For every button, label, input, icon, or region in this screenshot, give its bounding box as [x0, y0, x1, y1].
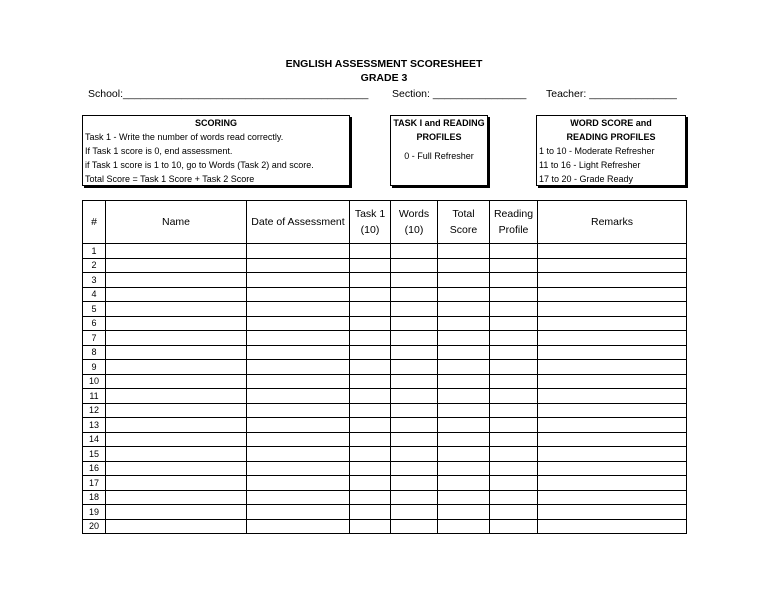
- grade-label: GRADE 3: [360, 72, 408, 84]
- column-header-remarks: Remarks: [538, 201, 687, 244]
- task1-cell[interactable]: [350, 461, 391, 476]
- task1-cell[interactable]: [350, 331, 391, 346]
- school-field: School:__________________________________________: [88, 88, 369, 100]
- row-number: 15: [83, 447, 106, 462]
- words-cell[interactable]: [391, 302, 438, 317]
- word-profiles-box: [536, 115, 686, 186]
- remarks-cell[interactable]: [538, 476, 687, 491]
- reading-profile-cell[interactable]: [490, 389, 538, 404]
- reading-profile-cell[interactable]: [490, 360, 538, 375]
- name-cell[interactable]: [106, 374, 247, 389]
- name-cell[interactable]: [106, 432, 247, 447]
- column-header-date: Date of Assessment: [247, 201, 350, 244]
- remarks-cell[interactable]: [538, 505, 687, 520]
- task1-cell[interactable]: [350, 258, 391, 273]
- reading-profile-cell[interactable]: [490, 258, 538, 273]
- row-number: 9: [83, 360, 106, 375]
- table-row: [83, 258, 687, 273]
- date-cell[interactable]: [247, 389, 350, 404]
- words-cell[interactable]: [391, 287, 438, 302]
- name-cell[interactable]: [106, 360, 247, 375]
- name-cell[interactable]: [106, 316, 247, 331]
- remarks-cell[interactable]: [538, 302, 687, 317]
- total-score-cell[interactable]: [438, 316, 490, 331]
- row-number: 2: [83, 258, 106, 273]
- reading-profile-cell[interactable]: [490, 432, 538, 447]
- words-cell[interactable]: [391, 519, 438, 534]
- words-cell[interactable]: [391, 331, 438, 346]
- date-cell[interactable]: [247, 461, 350, 476]
- total-score-cell[interactable]: [438, 244, 490, 259]
- date-cell[interactable]: [247, 519, 350, 534]
- task1-cell[interactable]: [350, 287, 391, 302]
- row-number: 20: [83, 519, 106, 534]
- total-score-cell[interactable]: [438, 476, 490, 491]
- table-row: [83, 273, 687, 288]
- task-profiles-heading: PROFILES: [416, 132, 462, 142]
- remarks-cell[interactable]: [538, 461, 687, 476]
- column-header-task1: Task 1 (10): [350, 201, 391, 244]
- name-cell[interactable]: [106, 519, 247, 534]
- task1-cell[interactable]: [350, 505, 391, 520]
- table-row: [83, 519, 687, 534]
- name-cell[interactable]: [106, 461, 247, 476]
- date-cell[interactable]: [247, 476, 350, 491]
- table-row: [83, 302, 687, 317]
- word-profile-line: 1 to 10 - Moderate Refresher: [539, 146, 655, 156]
- remarks-cell[interactable]: [538, 447, 687, 462]
- table-row: [83, 403, 687, 418]
- remarks-cell[interactable]: [538, 389, 687, 404]
- date-cell[interactable]: [247, 244, 350, 259]
- words-cell[interactable]: [391, 432, 438, 447]
- name-cell[interactable]: [106, 273, 247, 288]
- task1-cell[interactable]: [350, 447, 391, 462]
- row-number: 5: [83, 302, 106, 317]
- row-number: 4: [83, 287, 106, 302]
- score-table: [82, 200, 687, 534]
- words-cell[interactable]: [391, 345, 438, 360]
- column-header-total-score: Total Score: [438, 201, 490, 244]
- name-cell[interactable]: [106, 418, 247, 433]
- task-profile-line: 0 - Full Refresher: [404, 151, 474, 161]
- name-cell[interactable]: [106, 476, 247, 491]
- date-cell[interactable]: [247, 302, 350, 317]
- total-score-cell[interactable]: [438, 461, 490, 476]
- table-row: [83, 389, 687, 404]
- task1-cell[interactable]: [350, 389, 391, 404]
- row-number: 13: [83, 418, 106, 433]
- task1-cell[interactable]: [350, 360, 391, 375]
- word-profile-line: 17 to 20 - Grade Ready: [539, 174, 634, 184]
- total-score-cell[interactable]: [438, 360, 490, 375]
- table-row: [83, 244, 687, 259]
- task1-cell[interactable]: [350, 345, 391, 360]
- total-score-cell[interactable]: [438, 389, 490, 404]
- reading-profile-cell[interactable]: [490, 287, 538, 302]
- task1-cell[interactable]: [350, 519, 391, 534]
- name-cell[interactable]: [106, 331, 247, 346]
- row-number: 10: [83, 374, 106, 389]
- date-cell[interactable]: [247, 418, 350, 433]
- reading-profile-cell[interactable]: [490, 374, 538, 389]
- date-cell[interactable]: [247, 490, 350, 505]
- row-number: 8: [83, 345, 106, 360]
- reading-profile-cell[interactable]: [490, 418, 538, 433]
- remarks-cell[interactable]: [538, 345, 687, 360]
- reading-profile-cell[interactable]: [490, 505, 538, 520]
- name-cell[interactable]: [106, 389, 247, 404]
- remarks-cell[interactable]: [538, 432, 687, 447]
- table-row: [83, 345, 687, 360]
- table-row: [83, 374, 687, 389]
- reading-profile-cell[interactable]: [490, 302, 538, 317]
- table-row: [83, 461, 687, 476]
- date-cell[interactable]: [247, 273, 350, 288]
- task1-cell[interactable]: [350, 418, 391, 433]
- date-cell[interactable]: [247, 360, 350, 375]
- row-number: 3: [83, 273, 106, 288]
- row-number: 17: [83, 476, 106, 491]
- reading-profile-cell[interactable]: [490, 345, 538, 360]
- column-header-name: Name: [106, 201, 247, 244]
- task1-cell[interactable]: [350, 316, 391, 331]
- date-cell[interactable]: [247, 374, 350, 389]
- task1-cell[interactable]: [350, 302, 391, 317]
- row-number: 12: [83, 403, 106, 418]
- task1-cell[interactable]: [350, 374, 391, 389]
- table-row: [83, 490, 687, 505]
- column-header-number: #: [83, 201, 106, 244]
- task1-cell[interactable]: [350, 273, 391, 288]
- remarks-cell[interactable]: [538, 287, 687, 302]
- words-cell[interactable]: [391, 505, 438, 520]
- row-number: 11: [83, 389, 106, 404]
- total-score-cell[interactable]: [438, 418, 490, 433]
- table-row: [83, 331, 687, 346]
- date-cell[interactable]: [247, 345, 350, 360]
- date-cell[interactable]: [247, 287, 350, 302]
- words-cell[interactable]: [391, 273, 438, 288]
- scoring-line: if Task 1 score is 1 to 10, go to Words (Task 2) and score.: [85, 160, 314, 170]
- remarks-cell[interactable]: [538, 244, 687, 259]
- total-score-cell[interactable]: [438, 403, 490, 418]
- scoring-line: Total Score = Task 1 Score + Task 2 Score: [85, 174, 255, 184]
- task-profiles-box: [390, 115, 488, 186]
- task1-cell[interactable]: [350, 403, 391, 418]
- total-score-cell[interactable]: [438, 302, 490, 317]
- row-number: 18: [83, 490, 106, 505]
- total-score-cell[interactable]: [438, 287, 490, 302]
- remarks-cell[interactable]: [538, 490, 687, 505]
- remarks-cell[interactable]: [538, 316, 687, 331]
- table-row: [83, 418, 687, 433]
- total-score-cell[interactable]: [438, 447, 490, 462]
- reading-profile-cell[interactable]: [490, 461, 538, 476]
- remarks-cell[interactable]: [538, 403, 687, 418]
- table-row: [83, 287, 687, 302]
- reading-profile-cell[interactable]: [490, 244, 538, 259]
- table-row: [83, 505, 687, 520]
- date-cell[interactable]: [247, 331, 350, 346]
- reading-profile-cell[interactable]: [490, 476, 538, 491]
- remarks-cell[interactable]: [538, 258, 687, 273]
- words-cell[interactable]: [391, 374, 438, 389]
- name-cell[interactable]: [106, 244, 247, 259]
- total-score-cell[interactable]: [438, 432, 490, 447]
- total-score-cell[interactable]: [438, 331, 490, 346]
- word-profiles-heading: WORD SCORE and: [570, 118, 652, 128]
- total-score-cell[interactable]: [438, 273, 490, 288]
- row-number: 6: [83, 316, 106, 331]
- task1-cell[interactable]: [350, 244, 391, 259]
- scoring-line: Task 1 - Write the number of words read correctly.: [85, 132, 284, 142]
- reading-profile-cell[interactable]: [490, 490, 538, 505]
- total-score-cell[interactable]: [438, 490, 490, 505]
- words-cell[interactable]: [391, 447, 438, 462]
- column-header-reading-profile: Reading Profile: [490, 201, 538, 244]
- name-cell[interactable]: [106, 287, 247, 302]
- table-row: [83, 316, 687, 331]
- table-row: [83, 432, 687, 447]
- reading-profile-cell[interactable]: [490, 316, 538, 331]
- row-number: 1: [83, 244, 106, 259]
- words-cell[interactable]: [391, 461, 438, 476]
- row-number: 16: [83, 461, 106, 476]
- remarks-cell[interactable]: [538, 331, 687, 346]
- words-cell[interactable]: [391, 316, 438, 331]
- date-cell[interactable]: [247, 403, 350, 418]
- words-cell[interactable]: [391, 244, 438, 259]
- teacher-field: Teacher: _______________: [546, 88, 677, 100]
- row-number: 14: [83, 432, 106, 447]
- name-cell[interactable]: [106, 447, 247, 462]
- scoring-heading: SCORING: [194, 118, 237, 128]
- date-cell[interactable]: [247, 447, 350, 462]
- words-cell[interactable]: [391, 418, 438, 433]
- words-cell[interactable]: [391, 403, 438, 418]
- date-cell[interactable]: [247, 258, 350, 273]
- row-number: 19: [83, 505, 106, 520]
- scoring-line: If Task 1 score is 0, end assessment.: [85, 146, 233, 156]
- remarks-cell[interactable]: [538, 418, 687, 433]
- name-cell[interactable]: [106, 505, 247, 520]
- word-profile-line: 11 to 16 - Light Refresher: [539, 160, 641, 170]
- reading-profile-cell[interactable]: [490, 519, 538, 534]
- scoring-box: [82, 115, 350, 186]
- date-cell[interactable]: [247, 432, 350, 447]
- section-field: Section: ________________: [392, 88, 527, 100]
- date-cell[interactable]: [247, 505, 350, 520]
- remarks-cell[interactable]: [538, 374, 687, 389]
- remarks-cell[interactable]: [538, 273, 687, 288]
- reading-profile-cell[interactable]: [490, 331, 538, 346]
- name-cell[interactable]: [106, 302, 247, 317]
- table-row: [83, 360, 687, 375]
- words-cell[interactable]: [391, 360, 438, 375]
- sheet-title: ENGLISH ASSESSMENT SCORESHEET: [285, 58, 483, 70]
- task1-cell[interactable]: [350, 490, 391, 505]
- total-score-cell[interactable]: [438, 519, 490, 534]
- name-cell[interactable]: [106, 490, 247, 505]
- row-number: 7: [83, 331, 106, 346]
- table-row: [83, 447, 687, 462]
- reading-profile-cell[interactable]: [490, 447, 538, 462]
- task1-cell[interactable]: [350, 432, 391, 447]
- words-cell[interactable]: [391, 490, 438, 505]
- remarks-cell[interactable]: [538, 360, 687, 375]
- table-header-row: [83, 201, 687, 244]
- total-score-cell[interactable]: [438, 258, 490, 273]
- reading-profile-cell[interactable]: [490, 273, 538, 288]
- date-cell[interactable]: [247, 316, 350, 331]
- words-cell[interactable]: [391, 389, 438, 404]
- total-score-cell[interactable]: [438, 374, 490, 389]
- reading-profile-cell[interactable]: [490, 403, 538, 418]
- total-score-cell[interactable]: [438, 505, 490, 520]
- task1-cell[interactable]: [350, 476, 391, 491]
- name-cell[interactable]: [106, 345, 247, 360]
- column-header-words: Words (10): [391, 201, 438, 244]
- remarks-cell[interactable]: [538, 519, 687, 534]
- total-score-cell[interactable]: [438, 345, 490, 360]
- task-profiles-heading: TASK I and READING: [393, 118, 485, 128]
- words-cell[interactable]: [391, 476, 438, 491]
- table-row: [83, 476, 687, 491]
- name-cell[interactable]: [106, 403, 247, 418]
- words-cell[interactable]: [391, 258, 438, 273]
- name-cell[interactable]: [106, 258, 247, 273]
- word-profiles-heading: READING PROFILES: [566, 132, 656, 142]
